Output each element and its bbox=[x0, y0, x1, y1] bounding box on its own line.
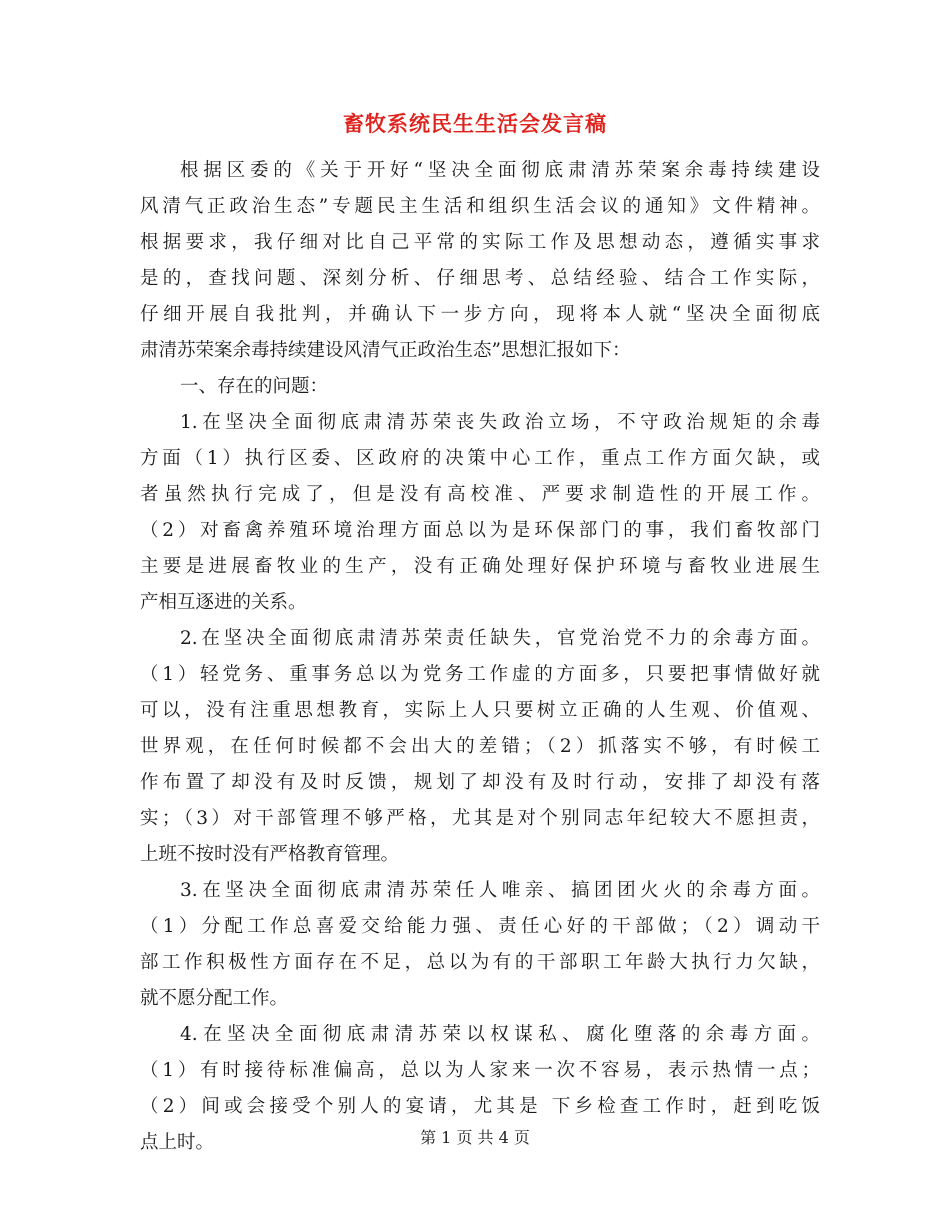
text-line: 2.在坚决全面彻底肃清苏荣责任缺失，官党治党不力的余毒方面。 bbox=[180, 628, 820, 649]
text-line: 实；（3）对干部管理不够严格，尤其是对个别同志年纪较大不愿担责， bbox=[140, 808, 820, 829]
text-line: 仔细开展自我批判，并确认下一步方向，现将本人就“坚决全面彻底 bbox=[140, 304, 820, 325]
text-line: 上班不按时没有严格教育管理。 bbox=[140, 844, 400, 865]
text-line: 4.在坚决全面彻底肃清苏荣以权谋私、腐化堕落的余毒方面。 bbox=[180, 1024, 820, 1045]
text-line: （1）轻党务、重事务总以为党务工作虚的方面多，只要把事情做好就 bbox=[140, 664, 820, 685]
text-line: （1）分配工作总喜爱交给能力强、责任心好的干部做；（2）调动干 bbox=[140, 916, 820, 937]
page-number-footer: 第 1 页 共 4 页 bbox=[420, 1128, 530, 1147]
text-line: 可以，没有注重思想教育，实际上人只要树立正确的人生观、价值观、 bbox=[140, 700, 820, 721]
text-line: 方面（1）执行区委、区政府的决策中心工作，重点工作方面欠缺，或 bbox=[140, 448, 820, 469]
text-line: 就不愿分配工作。 bbox=[140, 988, 289, 1009]
text-line: （2）对畜禽养殖环境治理方面总以为是环保部门的事，我们畜牧部门 bbox=[140, 520, 820, 541]
text-line: 根据要求，我仔细对比自己平常的实际工作及思想动态，遵循实事求 bbox=[140, 232, 820, 253]
text-line: 根据区委的《关于开好“坚决全面彻底肃清苏荣案余毒持续建设 bbox=[180, 160, 820, 181]
text-line: 产相互逐进的关系。 bbox=[140, 592, 307, 613]
text-line: 肃清苏荣案余毒持续建设风清气正政治生态”思想汇报如下： bbox=[140, 340, 631, 361]
text-line: 点上时。 bbox=[140, 1132, 215, 1153]
text-line: 一、存在的问题： bbox=[180, 376, 329, 397]
document-title: 畜牧系统民生生活会发言稿 bbox=[343, 111, 607, 136]
text-line: 主要是进展畜牧业的生产，没有正确处理好保护环境与畜牧业进展生 bbox=[140, 556, 820, 577]
text-line: 者虽然执行完成了，但是没有高校准、严要求制造性的开展工作。 bbox=[140, 484, 820, 505]
text-line: 风清气正政治生态”专题民主生活和组织生活会议的通知》文件精神。 bbox=[140, 196, 820, 217]
text-line: （2）间或会接受个别人的宴请，尤其是 下乡检查工作时，赶到吃饭 bbox=[140, 1096, 820, 1117]
text-line: 作布置了却没有及时反馈，规划了却没有及时行动，安排了却没有落 bbox=[140, 772, 820, 793]
text-line: 部工作积极性方面存在不足，总以为有的干部职工年龄大执行力欠缺， bbox=[140, 952, 820, 973]
text-line: 世界观，在任何时候都不会出大的差错；（2）抓落实不够，有时候工 bbox=[140, 736, 820, 757]
text-line: 1.在坚决全面彻底肃清苏荣丧失政治立场，不守政治规矩的余毒 bbox=[180, 412, 820, 433]
text-line: （1）有时接待标准偏高，总以为人家来一次不容易，表示热情一点； bbox=[140, 1060, 820, 1081]
text-line: 3.在坚决全面彻底肃清苏荣任人唯亲、搞团团火火的余毒方面。 bbox=[180, 880, 820, 901]
text-line: 是的，查找问题、深刻分析、仔细思考、总结经验、结合工作实际， bbox=[140, 268, 820, 289]
document-body bbox=[140, 153, 820, 1161]
